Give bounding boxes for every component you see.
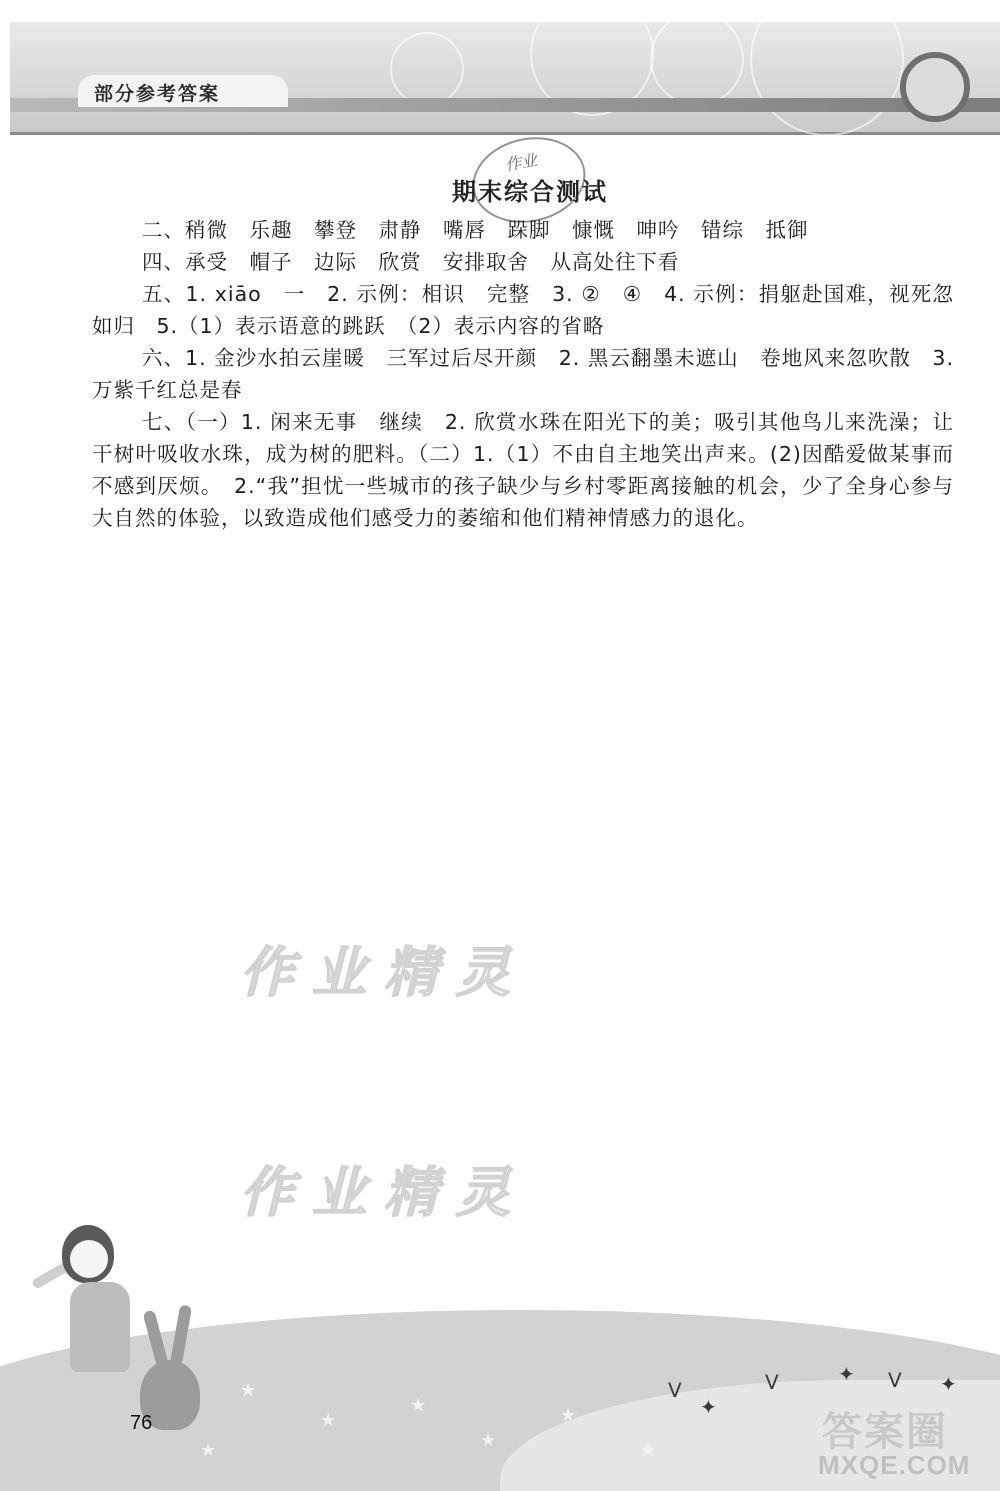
answer-paragraph: 六、1. 金沙水拍云崖暖 三军过后尽开颜 2. 黑云翻墨未遮山 卷地风来忽吹散 3. 万紫千红总是春 [92, 346, 954, 402]
answer-paragraph: 四、承受 帽子 边际 欣赏 安排取舍 从高处往下看 [142, 250, 680, 274]
page-title: 期末综合测试 [452, 178, 608, 206]
section-label-tab [78, 75, 288, 107]
answer-paragraph: 五、1. xiāo 一 2. 示例：相识 完整 3. ② ④ 4. 示例：捐躯赴国难，视死忽如归 5.（1）表示语意的跳跃 （2）表示内容的省略 [92, 282, 954, 338]
decorative-circle [390, 32, 464, 106]
girl-illustration-dress [70, 1282, 130, 1372]
stamp-text: 作业 [503, 150, 539, 175]
star-icon: ★ [640, 1440, 657, 1461]
site-logo-url: MXQE.COM [818, 1450, 971, 1480]
bird-icon: ✦ [700, 1395, 717, 1419]
star-icon: ★ [320, 1410, 337, 1431]
site-logo: 答案圈 [822, 1409, 948, 1455]
star-icon: ★ [200, 1440, 217, 1461]
bird-icon: ᐯ [888, 1368, 902, 1392]
star-icon: ★ [480, 1430, 497, 1451]
bird-icon: ✦ [940, 1372, 957, 1396]
answer-paragraph: 七、（一）1. 闲来无事 继续 2. 欣赏水珠在阳光下的美；吸引其他鸟儿来洗澡；让干树叶吸收水珠，成为树的肥料。（二）1.（1）不由自主地笑出声来。(2)因酷爱做某事而不感到厌烦。 2.“我”担忧一些城市的孩子缺少与乡村零距离接触的机会，少了全身心参与大自然的体验，以致造成他们感受力的萎缩和他们精神情感力的退化。 [92, 410, 954, 530]
decorative-circle [750, 0, 904, 136]
decorative-circle [650, 12, 744, 106]
bird-icon: ᐯ [765, 1370, 779, 1394]
star-icon: ★ [240, 1380, 257, 1401]
section-label: 部分参考答案 [94, 83, 221, 105]
girl-illustration-face [70, 1240, 108, 1278]
watermark: 作业精灵 [240, 941, 528, 1004]
star-icon: ★ [560, 1405, 577, 1426]
page-number: 76 [130, 1412, 153, 1434]
bird-icon: ✦ [838, 1362, 855, 1386]
watermark: 作业精灵 [240, 1161, 528, 1224]
ring-icon [900, 52, 970, 122]
bird-icon: ᐯ [668, 1378, 682, 1402]
star-icon: ★ [410, 1395, 427, 1416]
answer-paragraph: 二、稍微 乐趣 攀登 肃静 嘴唇 跺脚 慷慨 呻吟 错综 抵御 [142, 218, 809, 242]
